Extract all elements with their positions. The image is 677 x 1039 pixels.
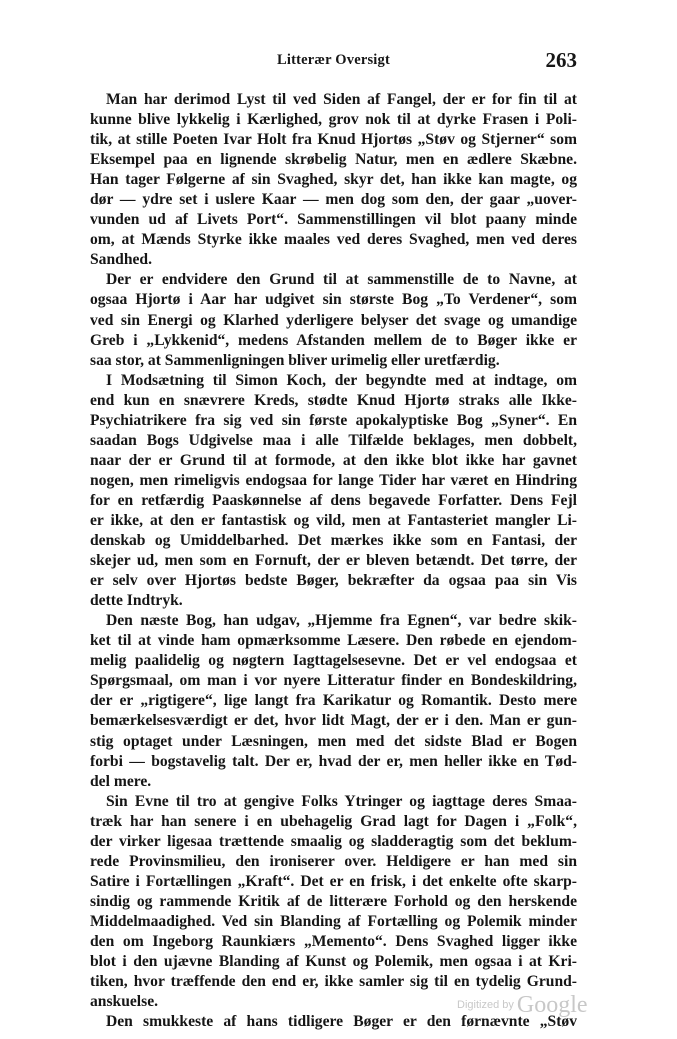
text-line: bemærkelsesværdigt er det, hvor lidt Magt, der er i den. Man er gun-	[90, 712, 577, 730]
text-line: Psychiatrikere fra sig ved sin første apokalyptiske Bog „Syner“. En	[90, 411, 577, 429]
text-line: denskab og Umiddelbarhed. Det mærkes ikke som en Fantasi, der	[90, 532, 577, 550]
text-line: naar der er Grund til at formode, at den ikke blot ikke har gavnet	[90, 451, 577, 469]
text-line: dette Indtryk.	[90, 592, 183, 610]
text-line: træk har han senere i en ubehagelig Grad lagt for Dagen i „Folk“,	[90, 812, 577, 830]
text-line: melig paalidelig og nøgtern Iagttagelsesevne. Det er vel endogsaa et	[90, 652, 577, 670]
text-line: I Modsætning til Simon Koch, der begyndte med at indtage, om	[106, 371, 577, 389]
text-line: nogen, men rimeligvis endogsaa for lange Tider har været en Hindring	[90, 471, 577, 489]
text-line: tiken, hvor træffende den end er, ikke samler sig til en tydelig Grund-	[90, 973, 577, 991]
text-line: tik, at stille Poeten Ivar Holt fra Knud Hjortøs „Støv og Stjerner“ som	[90, 131, 577, 149]
text-line: kunne blive lykkelig i Kærlighed, grov nok til at dyrke Frasen i Poli-	[90, 111, 577, 129]
text-line: der er „rigtigere“, lige langt fra Karikatur og Romantik. Desto mere	[90, 692, 577, 710]
text-line: del mere.	[90, 772, 152, 790]
text-line: Spørgsmaal, om man i vor nyere Litteratur finder en Bondeskildring,	[90, 672, 577, 690]
text-line: saa stor, at Sammenligningen bliver urimelig eller uretfærdig.	[90, 351, 500, 369]
body-text	[90, 90, 577, 1032]
text-line: Sin Evne til tro at gengive Folks Ytringer og iagttage deres Smaa-	[106, 792, 577, 810]
page-header	[90, 48, 577, 76]
text-line: rede Provinsmilieu, den ironiserer over. Heldigere er han med sin	[90, 852, 577, 870]
text-line: Middelmaadighed. Ved sin Blanding af Fortælling og Polemik minder	[90, 912, 577, 930]
page-number: 263	[545, 48, 577, 72]
text-line: er ikke, at den er fantastisk og vild, men at Fantasteriet mangler Li-	[90, 511, 577, 529]
text-line: for en retfærdig Paaskønnelse af dens begavede Forfatter. Dens Fejl	[90, 491, 577, 509]
text-line: Den smukkeste af hans tidligere Bøger er den førnævnte „Støv	[106, 1013, 577, 1031]
text-line: den om Ingeborg Raunkiærs „Memento“. Dens Svaghed ligger ikke	[90, 932, 577, 950]
text-line: Greb i „Lykkenid“, medens Afstanden mellem de to Bøger ikke er	[90, 331, 577, 349]
running-title: Litterær Oversigt	[276, 52, 391, 68]
google-logo: Google	[516, 992, 588, 1018]
text-line: ved sin Energi og Klarhed yderligere belyser det svage og umandige	[90, 311, 577, 329]
text-line: om, at Mænds Styrke ikke maales ved deres Svaghed, men ved deres	[90, 231, 577, 249]
text-line: ket til at vinde ham opmærksomme Læsere. Den røbede en ejendom-	[90, 632, 577, 650]
text-line: er selv over Hjortøs bedste Bøger, bekræfter da ogsaa paa sin Vis	[90, 572, 577, 590]
text-line: skejer ud, men som en Fornuft, der er bleven betændt. Det tørre, der	[90, 552, 577, 570]
text-line: dør — ydre set i uslere Kaar — men dog som den, der gaar „uover-	[90, 191, 577, 209]
text-line: Den næste Bog, han udgav, „Hjemme fra Egnen“, var bedre skik-	[106, 612, 577, 630]
text-line: Eksempel paa en lignende skrøbelig Natur, men en ædlere Skæbne.	[90, 151, 577, 169]
watermark-prefix: Digitized by	[457, 999, 514, 1011]
text-line: der virker ligesaa trættende smaalig og sladderagtig som det beklum-	[90, 832, 577, 850]
text-line: forbi — bogstavelig talt. Der er, hvad der er, men heller ikke en Tød-	[90, 752, 577, 770]
text-line: Han tager Følgerne af sin Svaghed, skyr det, han ikke kan magte, og	[90, 171, 577, 189]
text-line: sindig og rammende Kritik af de litterære Forhold og den herskende	[90, 892, 577, 910]
text-line: Man har derimod Lyst til ved Siden af Fangel, der er for fin til at	[106, 91, 577, 108]
text-line: Sandhed.	[90, 251, 152, 269]
text-line: anskuelse.	[90, 993, 159, 1011]
text-line: saadan Bogs Udgivelse maa i alle Tilfælde beklages, men dobbelt,	[90, 431, 577, 449]
digitized-by-google-watermark	[457, 992, 588, 1019]
text-line: stig optaget under Læsningen, men med det sidste Blad er Bogen	[90, 732, 577, 750]
text-line: Satire i Fortællingen „Kraft“. Det er en frisk, i det enkelte ofte skarp-	[90, 872, 577, 890]
text-line: ogsaa Hjortø i Aar har udgivet sin største Bog „To Verdener“, som	[90, 291, 577, 309]
text-line: blot i den ujævne Blanding af Kunst og Polemik, men ogsaa i at Kri-	[90, 953, 577, 971]
text-line: Der er endvidere den Grund til at sammenstille de to Navne, at	[106, 271, 577, 289]
text-line: end kun en snævrere Kreds, stødte Knud Hjortø straks alle Ikke-	[90, 391, 577, 409]
text-line: vunden ud af Livets Port“. Sammenstillingen vil blot paany minde	[90, 211, 577, 229]
